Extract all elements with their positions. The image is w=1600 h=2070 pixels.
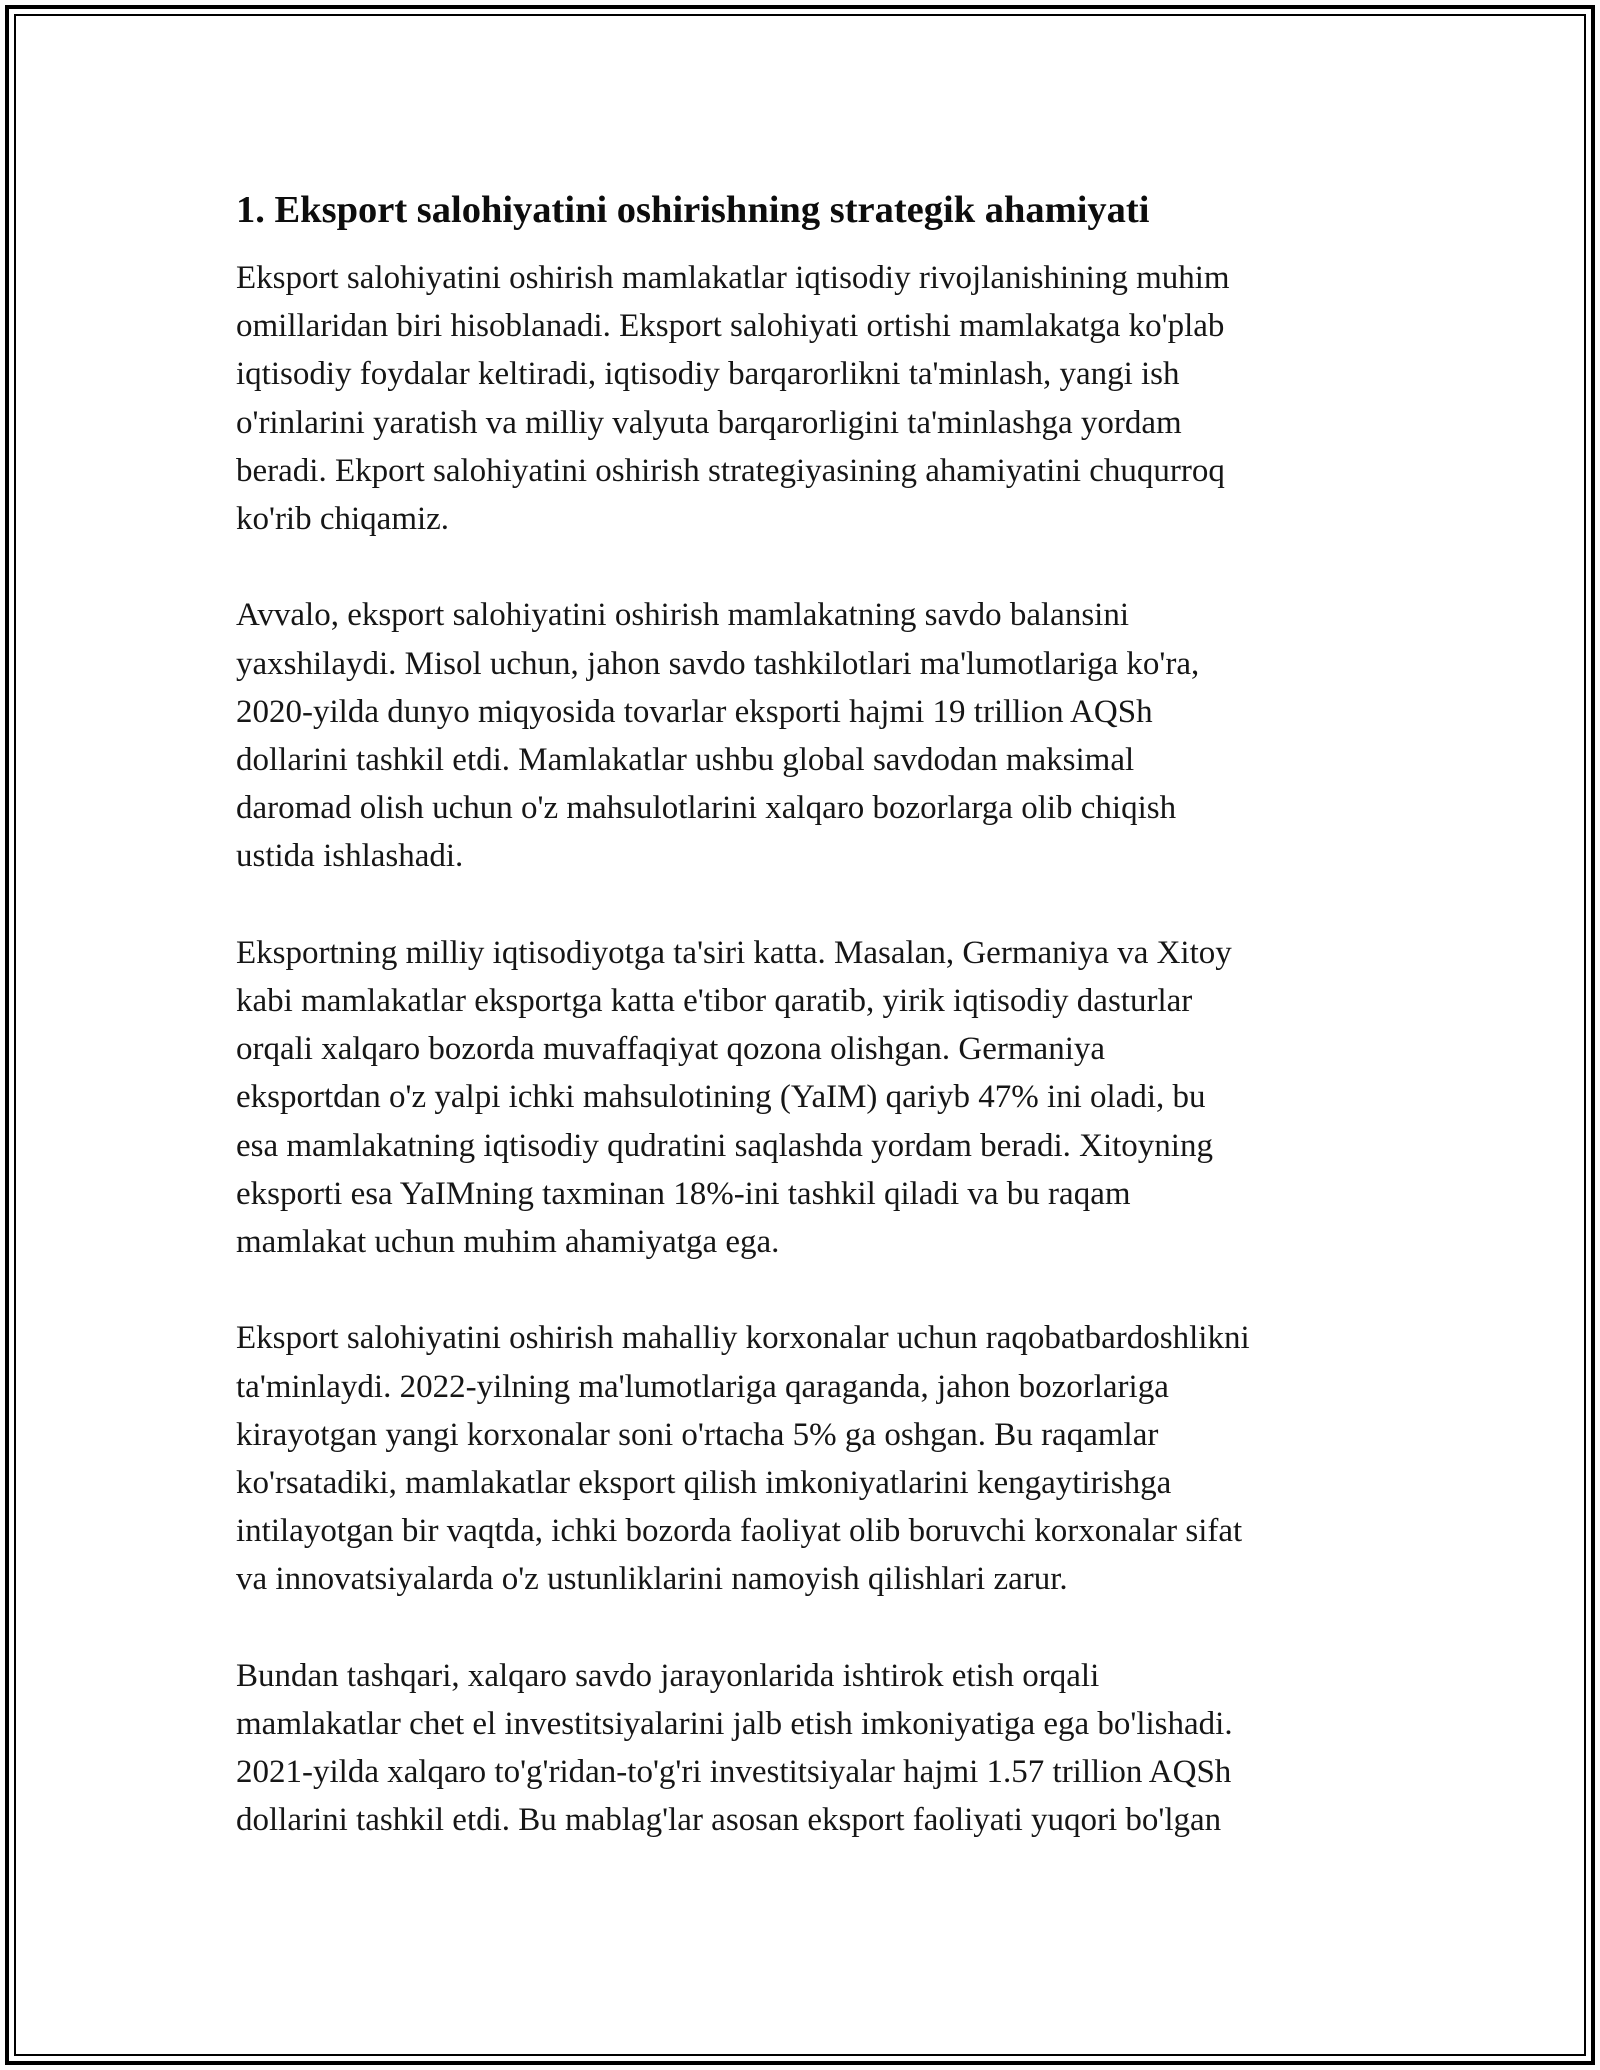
text-line: dollarini tashkil etdi. Mamlakatlar ushbu global savdodan maksimal bbox=[236, 742, 1135, 779]
document-body bbox=[236, 186, 1386, 1893]
text-line: ko'rsatadiki, mamlakatlar eksport qilish imkoniyatlarini kengaytirishga bbox=[236, 1465, 1172, 1502]
text-line: ko'rib chiqamiz. bbox=[236, 501, 450, 538]
text-line: 2021-yilda xalqaro to'g'ridan-to'g'ri investitsiyalar hajmi 1.57 trillion AQSh bbox=[236, 1754, 1232, 1791]
text-line: 2020-yilda dunyo miqyosida tovarlar eksporti hajmi 19 trillion AQSh bbox=[236, 693, 1153, 730]
text-line: va innovatsiyalarda o'z ustunliklarini namoyish qilishlari zarur. bbox=[236, 1561, 1068, 1598]
paragraph-5 bbox=[236, 1652, 1386, 1845]
text-line: Eksportning milliy iqtisodiyotga ta'siri katta. Masalan, Germaniya va Xitoy bbox=[236, 934, 1232, 971]
paragraph-3 bbox=[236, 929, 1386, 1266]
text-line: kabi mamlakatlar eksportga katta e'tibor qaratib, yirik iqtisodiy dasturlar bbox=[236, 983, 1193, 1020]
text-line: mamlakat uchun muhim ahamiyatga ega. bbox=[236, 1224, 780, 1261]
text-line: eksporti esa YaIMning taxminan 18%-ini tashkil qiladi va bu raqam bbox=[236, 1175, 1131, 1212]
text-line: eksportdan o'z yalpi ichki mahsulotining (YaIM) qariyb 47% ini oladi, bu bbox=[236, 1079, 1206, 1116]
text-line: Avvalo, eksport salohiyatini oshirish mamlakatning savdo balansini bbox=[236, 597, 1129, 634]
text-line: dollarini tashkil etdi. Bu mablag'lar asosan eksport faoliyati yuqori bo'lgan bbox=[236, 1802, 1222, 1839]
text-line: o'rinlarini yaratish va milliy valyuta barqarorligini ta'minlashga yordam bbox=[236, 404, 1182, 441]
text-line: omillaridan biri hisoblanadi. Eksport salohiyati ortishi mamlakatga ko'plab bbox=[236, 308, 1225, 345]
text-line: Bundan tashqari, xalqaro savdo jarayonlarida ishtirok etish orqali bbox=[236, 1657, 1100, 1694]
paragraph-1 bbox=[236, 254, 1386, 543]
text-line: mamlakatlar chet el investitsiyalarini jalb etish imkoniyatiga ega bo'lishadi. bbox=[236, 1706, 1233, 1743]
text-line: daromad olish uchun o'z mahsulotlarini xalqaro bozorlarga olib chiqish bbox=[236, 790, 1177, 827]
text-line: Eksport salohiyatini oshirish mamlakatlar iqtisodiy rivojlanishining muhim bbox=[236, 260, 1230, 296]
text-line: orqali xalqaro bozorda muvaffaqiyat qozona olishgan. Germaniya bbox=[236, 1031, 1106, 1068]
text-line: Eksport salohiyatini oshirish mahalliy korxonalar uchun raqobatbardoshlikni bbox=[236, 1320, 1250, 1357]
text-line: ta'minlaydi. 2022-yilning ma'lumotlariga qaraganda, jahon bozorlariga bbox=[236, 1368, 1169, 1405]
text-line: ustida ishlashadi. bbox=[236, 838, 464, 875]
text-line: esa mamlakatning iqtisodiy qudratini saqlashda yordam beradi. Xitoyning bbox=[236, 1127, 1213, 1164]
text-line: kirayotgan yangi korxonalar soni o'rtacha 5% ga oshgan. Bu raqamlar bbox=[236, 1416, 1159, 1453]
text-line: intilayotgan bir vaqtda, ichki bozorda faoliyat olib boruvchi korxonalar sifat bbox=[236, 1513, 1243, 1550]
paragraph-2 bbox=[236, 591, 1386, 880]
text-line: beradi. Ekport salohiyatini oshirish strategiyasining ahamiyatini chuqurroq bbox=[236, 452, 1225, 489]
section-heading: 1. Eksport salohiyatini oshirishning strategik ahamiyati bbox=[236, 189, 1150, 231]
text-line: yaxshilaydi. Misol uchun, jahon savdo tashkilotlari ma'lumotlariga ko'ra, bbox=[236, 645, 1200, 682]
text-line: iqtisodiy foydalar keltiradi, iqtisodiy barqarorlikni ta'minlash, yangi ish bbox=[236, 356, 1180, 393]
paragraph-4 bbox=[236, 1314, 1386, 1603]
